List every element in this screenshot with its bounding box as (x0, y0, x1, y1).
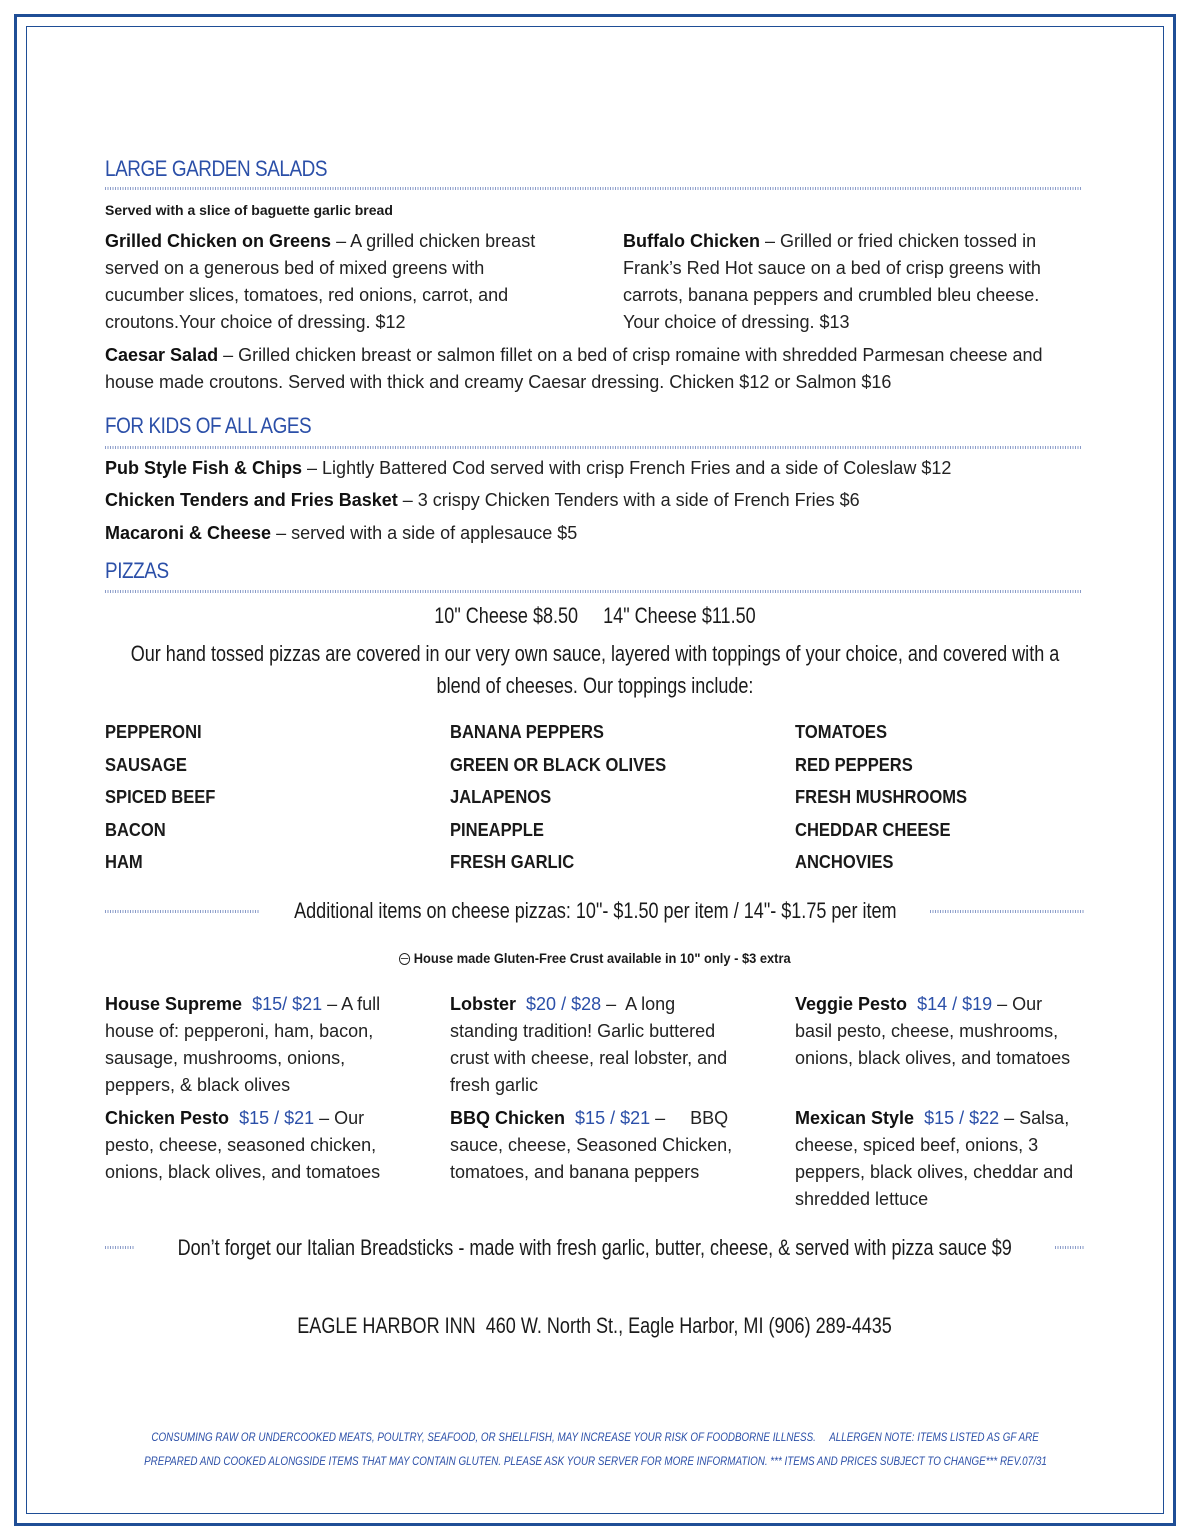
specialty-pizza-bbq-chicken (450, 1105, 738, 1186)
menu-item-caesar-salad (105, 342, 1080, 396)
item-description: – Grilled or fried chicken tossed in Frank’s Red Hot sauce on a bed of crisp greens with carrots, banana peppers and crumbled bleu cheese. Your choice of dressing. $13 (623, 231, 1041, 332)
item-description: – Our pesto, cheese, seasoned chicken, onions, black olives, and tomatoes (105, 1108, 381, 1182)
item-name: Chicken Tenders and Fries Basket (105, 490, 398, 510)
item-description: – BBQ sauce, cheese, Seasoned Chicken, tomatoes, and banana peppers (450, 1108, 738, 1182)
disclaimer-line-2: PREPARED AND COOKED ALONGSIDE ITEMS THAT MAY CONTAIN GLUTEN. PLEASE ASK YOUR SERVER FOR MORE INFORMATION. *** ITEMS AND PRICES SUBJECT TO CHANGE*** REV.07/31 (143, 1454, 1047, 1468)
gluten-free-row (0, 950, 1190, 966)
item-description: – Our basil pesto, cheese, mushrooms, onions, black olives, and tomatoes (795, 994, 1071, 1068)
specialty-pizza-house-supreme (105, 991, 390, 1099)
topping: PEPPERONI (105, 722, 202, 742)
item-price: $15 / $21 (575, 1108, 651, 1128)
section-divider (105, 446, 1082, 449)
decorative-divider (930, 910, 1085, 913)
item-description: – A grilled chicken breast served on a generous bed of mixed greens with cucumber slices, tomatoes, red onions, carrot, and croutons.Your choice of dressing. $12 (105, 231, 536, 332)
item-description: – 3 crispy Chicken Tenders with a side of French Fries $6 (397, 490, 860, 510)
toppings-column-2 (450, 716, 685, 879)
item-name: Veggie Pesto (795, 994, 908, 1014)
topping: BANANA PEPPERS (450, 722, 604, 742)
menu-item-chicken-tenders (105, 487, 1080, 514)
toppings-column-3 (795, 716, 982, 879)
item-name: Caesar Salad (105, 345, 219, 365)
topping: GREEN OR BLACK OLIVES (450, 754, 667, 775)
item-description: – Salsa, cheese, spiced beef, onions, 3 peppers, black olives, cheddar and shredded lettuce (795, 1108, 1074, 1209)
item-price: $15 / $22 (924, 1108, 1000, 1128)
item-name: Macaroni & Cheese (105, 523, 272, 543)
topping: HAM (105, 852, 143, 872)
menu-item-grilled-chicken-greens (105, 228, 555, 336)
salads-note: Served with a slice of baguette garlic bread (105, 202, 393, 218)
item-name: BBQ Chicken (450, 1108, 566, 1128)
topping: TOMATOES (795, 722, 888, 742)
section-divider (105, 187, 1082, 190)
item-name: Grilled Chicken on Greens (105, 231, 332, 251)
section-divider (105, 590, 1082, 593)
topping: CHEDDAR CHEESE (795, 819, 951, 840)
topping: SPICED BEEF (105, 787, 216, 807)
kids-section-title: FOR KIDS OF ALL AGES (105, 413, 312, 438)
topping: FRESH GARLIC (450, 852, 575, 872)
specialty-pizza-veggie-pesto (795, 991, 1080, 1072)
disclaimer-line-1: CONSUMING RAW OR UNDERCOOKED MEATS, POULTRY, SEAFOOD, OR SHELLFISH, MAY INCREASE YOUR RISK OF FOODBORNE ILLNESS. ALLERGEN NOTE: ITEMS LISTED AS GF ARE (151, 1430, 1039, 1444)
item-description: – A full house of: pepperoni, ham, bacon, sausage, mushrooms, onions, peppers, & black olives (105, 994, 381, 1095)
item-description: – Grilled chicken breast or salmon fillet on a bed of crisp romaine with shredded Parmesan cheese and house made croutons. Served with thick and creamy Caesar dressing. Chicken $12 or Salmon $16 (105, 345, 1043, 392)
item-description: – served with a side of applesauce $5 (271, 523, 578, 543)
item-name: Buffalo Chicken (623, 231, 761, 251)
gluten-free-icon: — (401, 954, 409, 964)
pizza-intro: Our hand tossed pizzas are covered in our very own sauce, layered with toppings of your choice, and covered with a blend of cheeses. Our toppings include: (130, 641, 1060, 698)
salads-section-title: LARGE GARDEN SALADS (105, 156, 328, 181)
menu-item-mac-cheese (105, 520, 1080, 547)
breadsticks-row (0, 1235, 1190, 1261)
item-description: – A long standing tradition! Garlic buttered crust with cheese, real lobster, and fresh garlic (450, 994, 733, 1095)
gluten-free-note: House made Gluten-Free Crust available in 10" only - $3 extra (413, 950, 791, 966)
item-name: Chicken Pesto (105, 1108, 230, 1128)
specialty-pizza-chicken-pesto (105, 1105, 390, 1186)
contact-info: EAGLE HARBOR INN 460 W. North St., Eagle Harbor, MI (906) 289-4435 (297, 1313, 893, 1338)
specialty-pizza-mexican-style (795, 1105, 1080, 1213)
item-name: House Supreme (105, 994, 243, 1014)
toppings-column-1 (105, 716, 225, 879)
additional-items-note: Additional items on cheese pizzas: 10"- $1.50 per item / 14"- $1.75 per item (293, 898, 897, 923)
disclaimer-row-2 (0, 1449, 1190, 1473)
item-name: Mexican Style (795, 1108, 915, 1128)
topping: ANCHOVIES (795, 852, 894, 872)
topping: PINEAPPLE (450, 819, 544, 840)
pizzas-section-title: PIZZAS (105, 558, 169, 583)
item-price: $14 / $19 (917, 994, 993, 1014)
disclaimer-row-1 (0, 1425, 1190, 1449)
topping: JALAPENOS (450, 787, 552, 807)
specialty-pizza-lobster (450, 991, 735, 1099)
pizza-intro-wrap (95, 638, 1095, 702)
item-price: $20 / $28 (526, 994, 602, 1014)
topping: FRESH MUSHROOMS (795, 787, 968, 807)
topping: RED PEPPERS (795, 754, 913, 775)
menu-item-fish-chips (105, 455, 1080, 482)
contact-row (0, 1313, 1190, 1339)
item-price: $15 / $21 (239, 1108, 315, 1128)
pizza-base-prices: 10" Cheese $8.50 14" Cheese $11.50 (434, 603, 756, 628)
item-description: – Lightly Battered Cod served with crisp French Fries and a side of Coleslaw $12 (302, 458, 952, 478)
item-name: Pub Style Fish & Chips (105, 458, 303, 478)
pizza-base-prices-row (0, 603, 1190, 629)
decorative-divider (1055, 1246, 1085, 1249)
breadsticks-note: Don’t forget our Italian Breadsticks - made with fresh garlic, butter, cheese, & served with pizza sauce $9 (177, 1235, 1013, 1260)
topping: SAUSAGE (105, 754, 187, 775)
item-price: $15/ $21 (252, 994, 323, 1014)
menu-item-buffalo-chicken (623, 228, 1073, 336)
item-name: Lobster (450, 994, 517, 1014)
topping: BACON (105, 819, 166, 840)
